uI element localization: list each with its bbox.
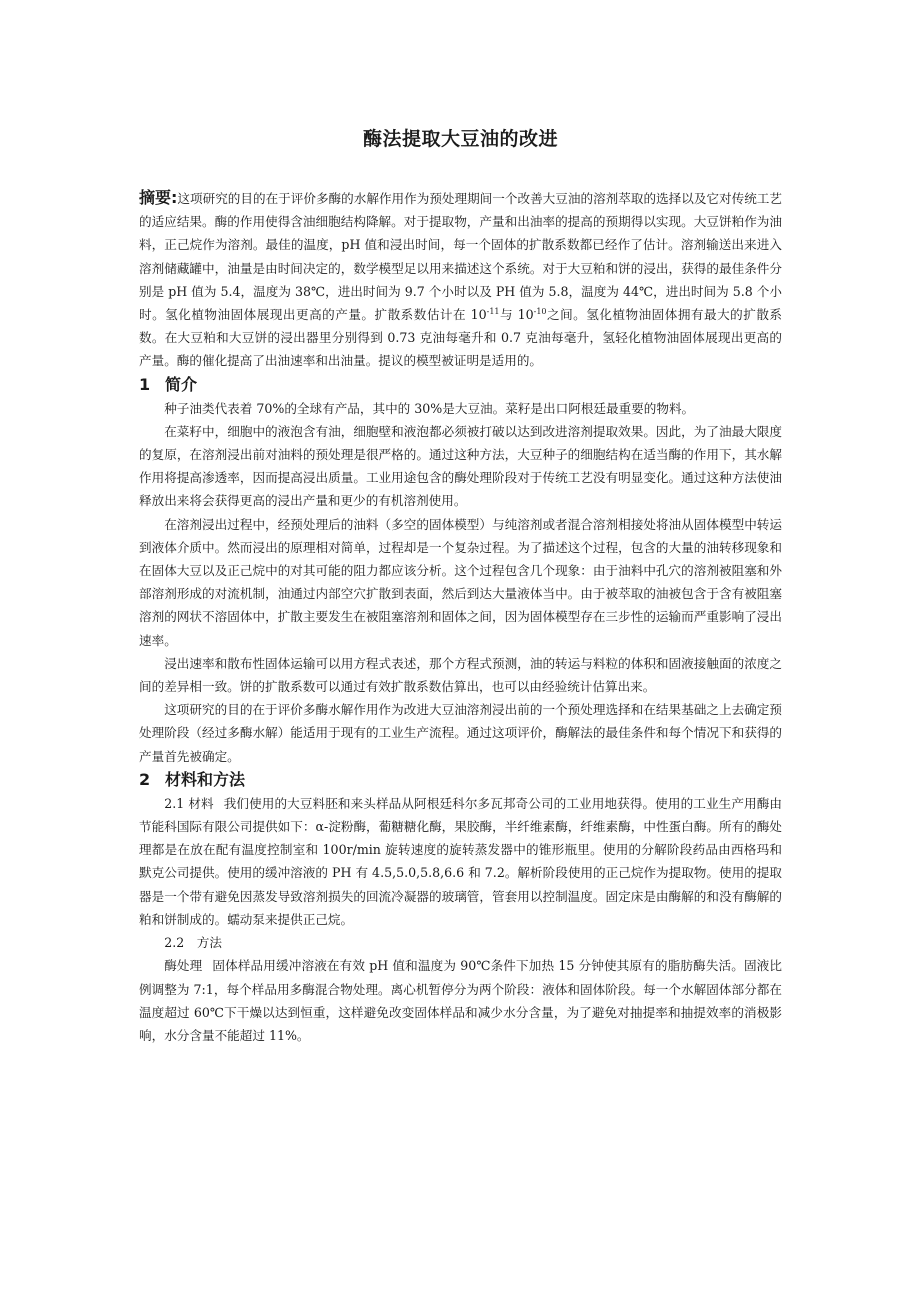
enzyme-treatment-label: 酶处理 <box>164 958 203 974</box>
section-2-title: 材料和方法 <box>165 769 246 789</box>
section-1-title: 简介 <box>165 374 198 394</box>
section-1-paragraph: 浸出速率和散布性固体运输可以用方程式表述，那个方程式预测，油的转运与料粒的体积和固液接触面的浓度之间的差异相一致。饼的扩散系数可以通过有效扩散系数估算出，也可以由经验统计估算出来。 <box>139 655 782 695</box>
abstract-label: 摘要: <box>139 188 178 207</box>
subsection-2-1-paragraph <box>139 792 782 931</box>
enzyme-treatment-paragraph <box>139 954 782 1047</box>
abstract <box>139 186 782 373</box>
section-2-number: 2 <box>139 769 151 789</box>
abstract-text-part-3: 之间。氢化植物油固体拥有最大的扩散系数。在大豆粕和大豆饼的浸出器里分别得到 0.73 克油每毫升和 0.7 克油每毫升，氢轻化植物油固体展现出更高的产量。酶的催化提高了出油速率和出油量。提议的模型被证明是适用的。 <box>139 307 783 369</box>
paper-body <box>139 186 782 1047</box>
section-1-number: 1 <box>139 374 151 394</box>
section-1-paragraph: 这项研究的目的在于评价多酶水解作用作为改进大豆油溶剂浸出前的一个预处理选择和在结果基础之上去确定预处理阶段（经过多酶水解）能适用于现有的工业生产流程。通过这项评价，酶解法的最佳条件和每个情况下和获得的产量首先被确定。 <box>139 702 782 764</box>
section-1-heading <box>139 373 782 397</box>
enzyme-treatment-text: 固体样品用缓冲溶液在有效 pH 值和温度为 90℃条件下加热 15 分钟使其原有的脂肪酶失活。固液比例调整为 7:1，每个样品用多酶混合物处理。离心机暂停分为两个阶段：液体和固体阶段。每一个水解固体部分都在温度超过 60℃下干燥以达到恒重，这样避免改变固体样品和减少水分含量，为了避免对抽提率和抽提效率的消极影响，水分含量不能超过 11%。 <box>139 958 783 1043</box>
section-2-heading <box>139 768 782 792</box>
exponent-1: -11 <box>486 306 500 316</box>
exponent-2: -10 <box>533 306 547 316</box>
subsection-2-1-text: 我们使用的大豆料胚和来头样品从阿根廷科尔多瓦邦奇公司的工业用地获得。使用的工业生产用酶由节能科国际有限公司提供如下：α-淀粉酶，葡糖糖化酶，果胶酶，半纤维素酶，纤维素酶，中性蛋白酶。所有的酶处理都是在放在配有温度控制室和 100r/min 旋转速度的旋转蒸发器中的锥形瓶里。使用的分解阶段药品由西格玛和默克公司提供。使用的缓冲溶液的 PH 有 4.5,5.0,5.8,6.6 和 7.2。解析阶段使用的正己烷作为提取物。使用的提取器是一个带有避免因蒸发导致溶剂损失的回流冷凝器的玻璃管，管套用以控制温度。固定床是由酶解的和没有酶解的粕和饼制成的。蠕动泵来提供正己烷。 <box>139 795 782 927</box>
abstract-text-part-1: 这项研究的目的在于评价多酶的水解作用作为预处理期间一个改善大豆油的溶剂萃取的选择以及它对传统工艺的适应结果。酶的作用使得含油细胞结构降解。对于提取物，产量和出油率的提高的预期得以实现。大豆饼粕作为油料，正己烷作为溶剂。最佳的温度，pH 值和浸出时间，每一个固体的扩散系数都已经作了估计。溶剂输送出来进入溶剂储藏罐中，油量是由时间决定的，数学模型足以用来描述这个系统。对于大豆粕和饼的浸出，获得的最佳条件分别是 pH 值为 5.4，温度为 38℃，进出时间为 9.7 个小时以及 PH 值为 5.8，温度为 44℃，进出时间为 5.8 个小时。氢化植物油固体展现出更高的产量。扩散系数估计在 10 <box>139 191 782 323</box>
section-1-paragraph: 在菜籽中，细胞中的液泡含有油，细胞壁和液泡都必须被打破以达到改进溶剂提取效果。因此，为了油最大限度的复原，在溶剂浸出前对油料的预处理是很严格的。通过这种方法，大豆种子的细胞结构在适当酶的作用下，其水解作用将提高渗透率，因而提高浸出质量。工业用途包含的酶处理阶段对于传统工艺没有明显变化。通过这种方法使油释放出来将会获得更高的浸出产量和更少的有机溶剂使用。 <box>139 423 782 509</box>
subsection-2-1-label: 2.1 材料 <box>164 795 214 811</box>
section-1-paragraph: 在溶剂浸出过程中，经预处理后的油料（多空的固体模型）与纯溶剂或者混合溶剂相接处将油从固体模型中转运到液体介质中。然而浸出的原理相对简单，过程却是一个复杂过程。为了描述这个过程，包含的大量的油转移现象和在固体大豆以及正己烷中的对其可能的阻力都应该分析。这个过程包含几个现象：由于油料中孔穴的溶剂被阻塞和外部溶剂形成的对流机制，油通过内部空穴扩散到表面，然后到达大量液体当中。由于被萃取的油被包含于含有被阻塞溶剂的网状不溶固体中，扩散主要发生在被阻塞溶剂和固体之间，因为固体模型存在三步性的运输而严重影响了浸出速率。 <box>139 516 782 648</box>
subsection-2-2-heading: 2.2 方法 <box>164 935 222 951</box>
section-1-paragraph: 种子油类代表着 70%的全球有产品，其中的 30%是大豆油。菜籽是出口阿根廷最重要的物料。 <box>164 400 695 416</box>
abstract-text-part-2: 与 10 <box>499 307 534 323</box>
paper-title: 酶法提取大豆油的改进 <box>362 128 558 150</box>
